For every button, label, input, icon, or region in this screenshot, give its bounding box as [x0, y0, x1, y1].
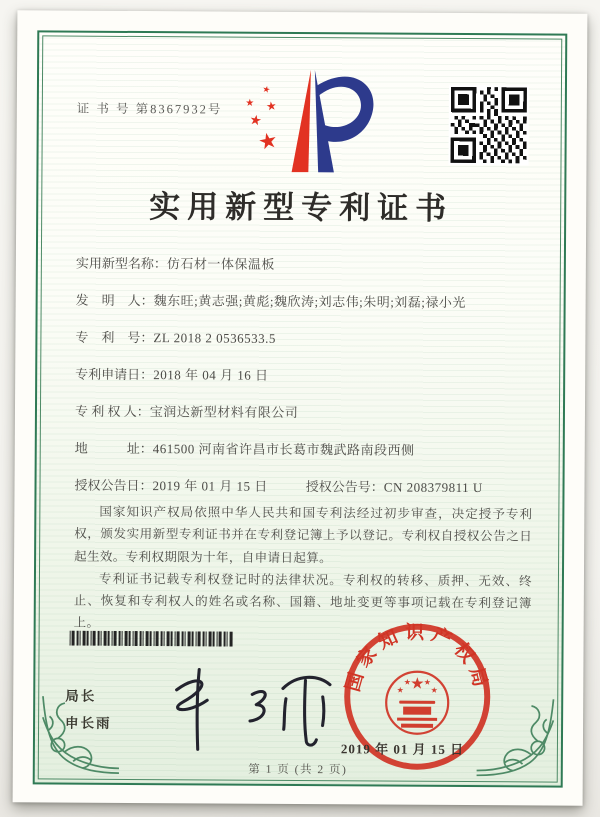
svg-text:★: ★: [245, 97, 255, 109]
field-row-inventors: [76, 294, 536, 311]
seal-date: 2019 年 01 月 15 日: [340, 741, 465, 758]
field-row-patent-no: [75, 331, 535, 348]
field-label: 专利申请日：: [75, 366, 154, 383]
svg-text:★: ★: [261, 84, 272, 96]
field-label: 实用新型名称：: [75, 255, 167, 272]
border-frame: [33, 30, 568, 787]
barcode-icon: [70, 631, 238, 647]
field-row-filing-date: [75, 368, 535, 385]
field-value: 宝润达新型材料有限公司: [149, 404, 299, 421]
field-row-grant: [74, 479, 534, 496]
svg-text:★: ★: [423, 677, 431, 687]
cnipa-logo-icon: [222, 62, 381, 181]
field-label: 专 利 号：: [75, 329, 154, 346]
signature-icon: [153, 661, 354, 754]
field-value: 461500 河南省许昌市长葛市魏武路南段西侧: [152, 441, 415, 458]
svg-text:★: ★: [256, 127, 281, 157]
field-label: 发 明 人：: [75, 292, 154, 309]
svg-text:★: ★: [403, 677, 411, 687]
field-value: 2018 年 04 月 16 日: [153, 367, 269, 383]
field-value: ZL 2018 2 0536533.5: [153, 330, 276, 346]
bureau-name: 申长雨: [65, 715, 112, 731]
field-value: 魏东旺;黄志强;黄彪;魏欣涛;刘志伟;朱明;刘磊;禄小光: [153, 293, 467, 311]
svg-text:★: ★: [265, 98, 278, 114]
field-value: 仿石材一体保温板: [166, 256, 275, 272]
svg-text:★: ★: [430, 685, 438, 695]
field-row-name: [76, 257, 536, 274]
field-row-patentee: [75, 405, 535, 422]
bureau-title: 局长: [65, 688, 97, 704]
page-footer: 第 1 页 (共 2 页): [248, 763, 348, 777]
svg-text:★: ★: [396, 685, 404, 695]
field-label: 专 利 权 人：: [74, 403, 150, 420]
legal-paragraph-1: 国家知识产权局依照中华人民共和国专利法经过初步审查，决定授予专利权，颁发实用新型专利证书并在专利登记簿上予以登记。专利权自授权公告之日起生效。专利权期限为十年，自申请日起算。: [74, 504, 533, 565]
certificate-number: 证 书 号 第8367932号: [76, 101, 223, 117]
certificate-sheet: [13, 10, 588, 805]
grant-number: 授权公告号：CN 208379811 U: [305, 479, 483, 496]
field-label: 地 址：: [74, 440, 153, 457]
svg-text:★: ★: [248, 111, 264, 130]
legal-paragraph-2: 专利证书记载专利权登记时的法律状况。专利权的转移、质押、无效、终止、恢复和专利权人的姓名或名称、国籍、地址变更等事项记载在专利登记簿上。: [73, 571, 532, 631]
svg-text:★: ★: [410, 673, 425, 693]
svg-text:国家知识产权局: 国家知识产权局: [342, 622, 492, 695]
certificate-title: 实用新型专利证书: [149, 189, 454, 226]
qr-code-icon: [448, 85, 528, 165]
grant-date: 授权公告日：2019 年 01 月 15 日: [74, 477, 268, 494]
field-list: [74, 257, 536, 519]
field-row-address: [75, 442, 535, 459]
